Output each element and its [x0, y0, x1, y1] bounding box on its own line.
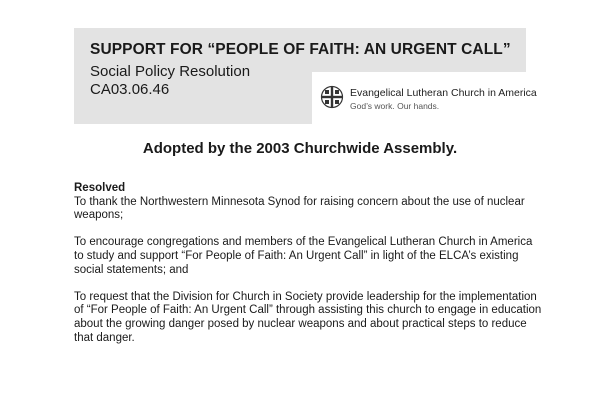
elca-cross-icon — [320, 85, 344, 109]
resolution-paragraph: To request that the Division for Church in Society provide leadership for the implementation of “For People of Faith: An Urgent Call” through assisting this church to engage in education about the growing danger posed by nuclear weapons and about practical steps to reduce that danger. — [74, 290, 542, 344]
document-code: CA03.06.46 — [90, 81, 170, 98]
logo-tagline: God’s work. Our hands. — [350, 101, 440, 111]
logo-name: Evangelical Lutheran Church in America — [350, 87, 537, 99]
resolution-body — [74, 182, 544, 359]
document-subtitle: Social Policy Resolution — [90, 63, 251, 80]
resolved-heading: Resolved — [74, 182, 126, 194]
adoption-note: Adopted by the 2003 Churchwide Assembly. — [142, 140, 458, 157]
resolution-paragraph: To thank the Northwestern Minnesota Synod for raising concern about the use of nuclear weapons; — [74, 195, 525, 222]
document-header — [74, 28, 537, 124]
elca-logo — [312, 72, 537, 124]
resolution-paragraph: To encourage congregations and members of the Evangelical Lutheran Church in America to study and support “For People of Faith: An Urgent Call” in light of the ELCA’s existing social statements; and — [74, 236, 533, 276]
document-title: SUPPORT FOR “PEOPLE OF FAITH: AN URGENT CALL” — [90, 41, 511, 58]
